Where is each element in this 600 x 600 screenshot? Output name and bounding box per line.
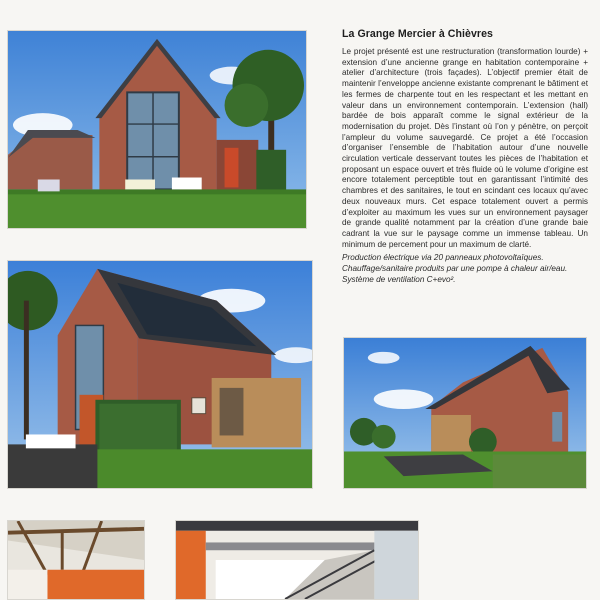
photo-barn-rear: [343, 337, 587, 489]
photo-interior-staircase: [175, 520, 419, 600]
article-notes: [342, 253, 588, 285]
note-heat-pump: Chauffage/sanitaire produits par une pompe à chaleur air/eau.: [342, 264, 568, 274]
photo-interior-trusses: [7, 520, 145, 600]
article-column: [342, 28, 588, 285]
photo-barn-side: [7, 260, 313, 489]
article-body: Le projet présenté est une restructuration (transformation lourde) + extension d’une ancienne grange en habitation contemporaine + atelier d’architecture (trois façades). L’objectif premier était de maintenir l’enveloppe ancienne existante comprenant le bâtiment et les fermes de charpente tout en les respectant et les mettant en valeur dans un environnement contemporain. L’extension (hall) bardée de bois apparaît comme le signal extérieur de la modernisation du projet. Dès l’instant où l’on y pénètre, on perçoit l’ampleur du volume sauvegardé. Ce projet a été l’occasion d’organiser l’ensemble de l’habitation autour d’une nouvelle circulation verticale desservant toutes les pièces de l’habitation et proposant un espace ouvert et très fluide où le volume d’origine est encore totalement perceptible tout en garantissant l’intimité des chambres et des sanitaires, le tout en scindant ces locaux qu’avec deux nouveaux murs. Cet espace totalement ouvert a permis d’exploiter au maximum les vues sur un environnement paysager de grande qualité notamment par la création d’une grande baie cadrant la vue sur le paysage comme un immense tableau. Un minimum de percement pour un maximum de clarté.: [342, 47, 588, 249]
note-photovoltaic: Production électrique via 20 panneaux photovoltaïques.: [342, 253, 544, 263]
note-ventilation: Système de ventilation C+evo².: [342, 274, 456, 284]
article-title: La Grange Mercier à Chièvres: [342, 28, 493, 40]
photo-barn-front: [7, 30, 307, 229]
